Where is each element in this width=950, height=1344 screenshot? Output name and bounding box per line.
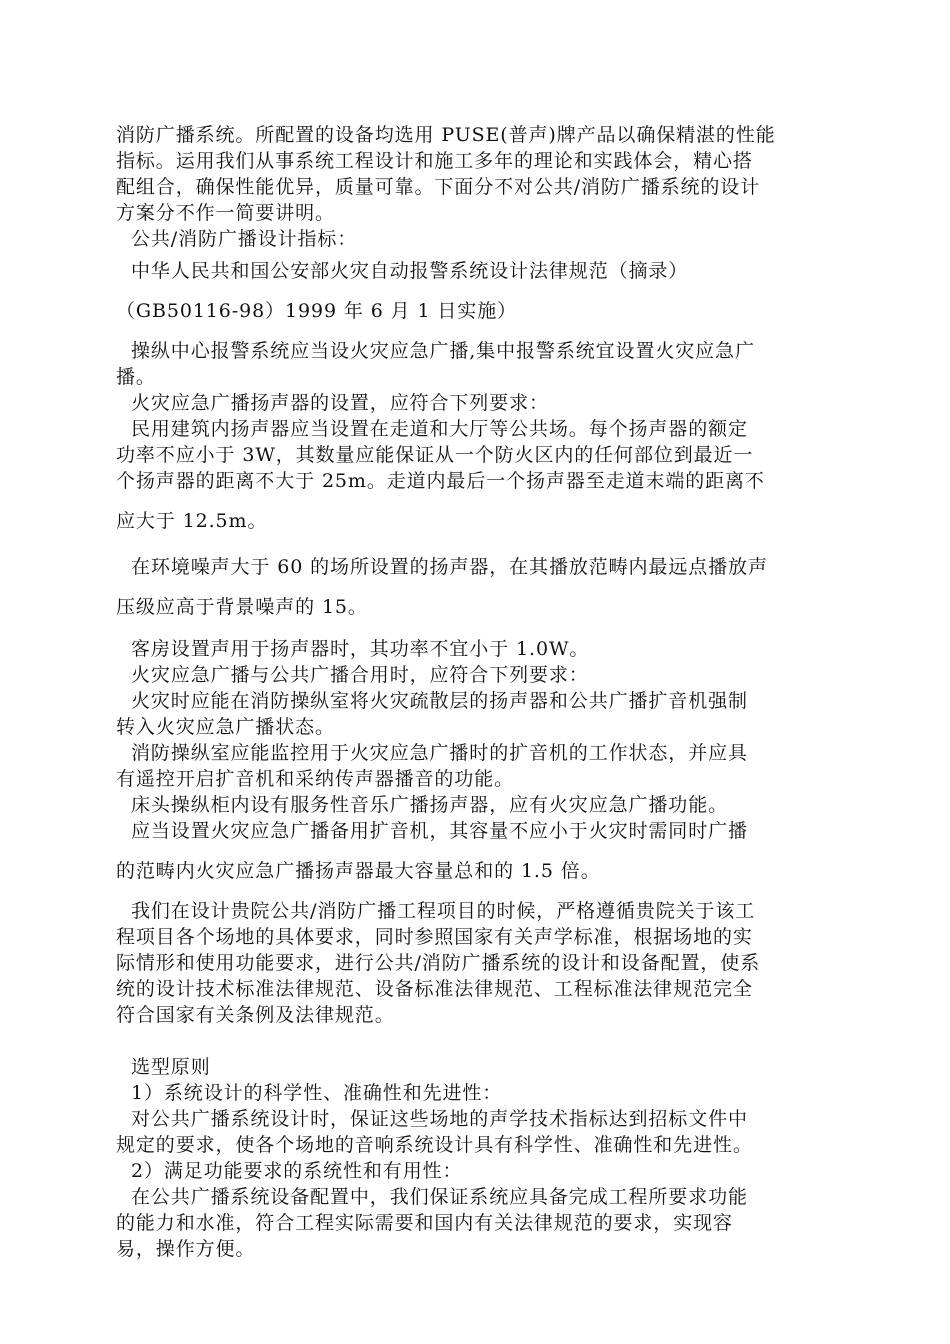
paragraph-guest-room: 客房设置声用于扬声器时，其功率不宜小于 1.0W。 [131, 638, 590, 660]
text-line: 消防广播系统。所配置的设备均选用 PUSE(普声)牌产品以确保精湛的性能 [116, 124, 776, 146]
paragraph-equipment-config [116, 1184, 838, 1262]
text-line: 应大于 12.5m。 [116, 510, 268, 532]
paragraph-civil-building [116, 416, 838, 494]
text-line: 的能力和水准，符合工程实际需要和国内有关法律规范的要求，实现容 [116, 1212, 733, 1234]
text-line: 对公共广播系统设计时，保证这些场地的声学技术指标达到招标文件中 [131, 1108, 748, 1130]
text-line: 消防操纵室应能监控用于火灾应急广播时的扩音机的工作状态，并应具 [131, 742, 748, 764]
list-item-heading: 2）满足功能要求的系统性和有用性： [131, 1160, 463, 1182]
text-line: 操纵中心报警系统应当设火灾应急广播,集中报警系统宜设置火灾应急广 [131, 340, 755, 362]
text-line: 有遥控开启扩音机和采纳传声器播音的功能。 [116, 768, 515, 790]
section-heading-design-indicators: 公共/消防广播设计指标： [131, 228, 358, 250]
paragraph-monitoring [116, 740, 838, 792]
text-line: 功率不应小于 3W，其数量应能保证从一个防火区内的任何部位到最近一 [116, 444, 754, 466]
regulation-code: （GB50116-98）1999 年 6 月 1 日实施） [116, 300, 518, 322]
paragraph-bedside: 床头操纵柜内设有服务性音乐广播扬声器，应有火灾应急广播功能。 [131, 794, 729, 816]
paragraph-scientific [116, 1106, 838, 1158]
text-line: 的范畴内火灾应急广播扬声器最大容量总和的 1.5 倍。 [116, 860, 601, 882]
text-line: 火灾时应能在消防操纵室将火灾疏散层的扬声器和公共广播扩音机强制 [131, 690, 748, 712]
paragraph-design-compliance [116, 898, 838, 1028]
text-line: 指标。运用我们从事系统工程设计和施工多年的理论和实践体会，精心搭 [116, 150, 753, 172]
document-page [116, 122, 838, 1262]
text-line: 际情形和使用功能要求，进行公共/消防广播系统的设计和设备配置，使系 [116, 952, 761, 974]
paragraph-noise: 在环境噪声大于 60 的场所设置的扬声器，在其播放范畴内最远点播放声 [131, 556, 768, 578]
text-line: 个扬声器的距离不大于 25m。走道内最后一个扬声器至走道末端的距离不 [116, 470, 765, 492]
regulation-title: 中华人民共和国公安部火灾自动报警系统设计法律规范（摘录） [131, 260, 689, 282]
paragraph-backup-amp: 应当设置火灾应急广播备用扩音机，其容量不应小于火灾时需同时广播 [131, 820, 748, 842]
paragraph-shared-use: 火灾应急广播与公共广播合用时，应符合下列要求： [131, 664, 589, 686]
text-line: 在公共广播系统设备配置中，我们保证系统应具备完成工程所要求功能 [131, 1186, 748, 1208]
text-line: 规定的要求，使各个场地的音响系统设计具有科学性、准确性和先进性。 [116, 1134, 753, 1156]
text-line: 压级应高于背景噪声的 15。 [116, 596, 368, 618]
paragraph-intro [116, 122, 838, 226]
text-line: 我们在设计贵院公共/消防广播工程项目的时候，严格遵循贵院关于该工 [131, 900, 756, 922]
text-line: 易，操作方便。 [116, 1238, 256, 1260]
text-line: 转入火灾应急广播状态。 [116, 716, 335, 738]
text-line: 民用建筑内扬声器应当设置在走道和大厅等公共场。每个扬声器的额定 [131, 418, 748, 440]
paragraph-speaker-setup: 火灾应急广播扬声器的设置，应符合下列要求： [131, 392, 549, 414]
list-item-heading: 1）系统设计的科学性、准确性和先进性： [131, 1082, 503, 1104]
section-heading-selection-principles: 选型原则 [131, 1056, 211, 1078]
paragraph-fire-switch [116, 688, 838, 740]
text-line: 配组合，确保性能优异，质量可靠。下面分不对公共/消防广播系统的设计 [116, 176, 761, 198]
text-line: 播。 [116, 366, 156, 388]
text-line: 符合国家有关条例及法律规范。 [116, 1004, 395, 1026]
text-line: 统的设计技术标准法律规范、设备标准法律规范、工程标准法律规范完全 [116, 978, 753, 1000]
paragraph-control-center [116, 338, 838, 390]
text-line: 方案分不作一简要讲明。 [116, 202, 335, 224]
text-line: 程项目各个场地的具体要求，同时参照国家有关声学标准，根据场地的实 [116, 926, 753, 948]
